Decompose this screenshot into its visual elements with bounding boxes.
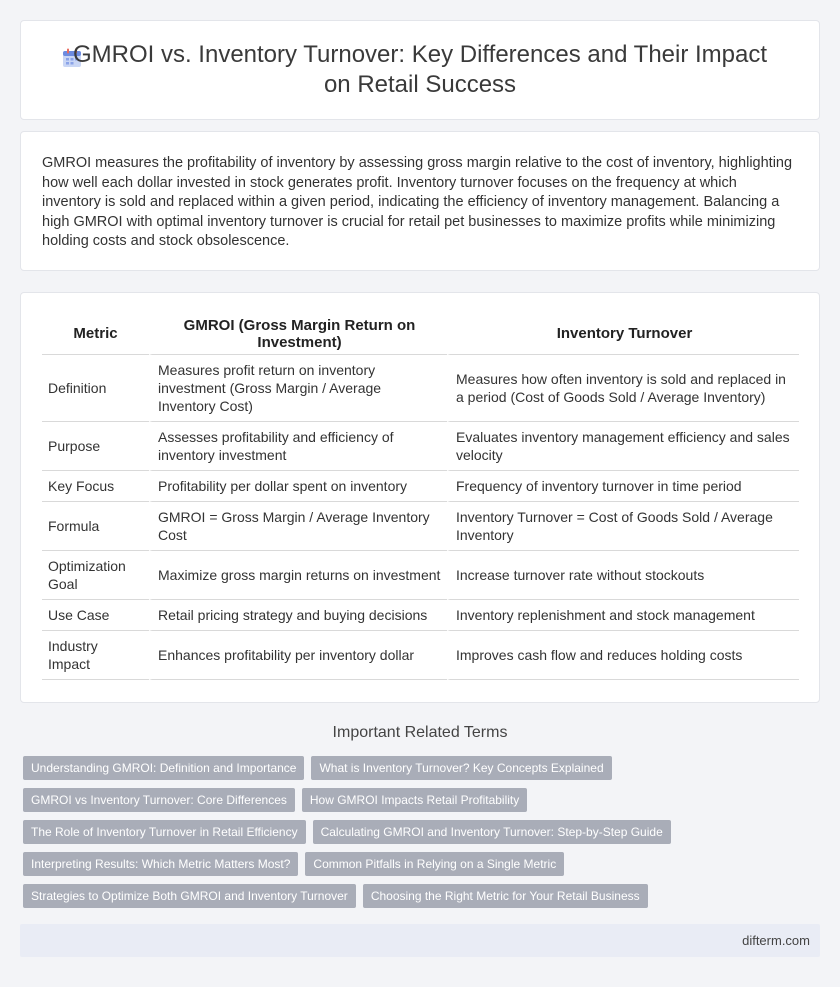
related-term-link[interactable]: Calculating GMROI and Inventory Turnover: Step-by-Step Guide	[313, 820, 671, 844]
turnover-cell: Increase turnover rate without stockouts	[447, 551, 799, 600]
gmroi-cell: GMROI = Gross Margin / Average Inventory Cost	[149, 502, 447, 551]
related-term-link[interactable]: Interpreting Results: Which Metric Matters Most?	[23, 852, 298, 876]
related-term-link[interactable]: How GMROI Impacts Retail Profitability	[302, 788, 527, 812]
gmroi-cell: Maximize gross margin returns on investment	[149, 551, 447, 600]
comparison-table	[42, 313, 799, 680]
row-label: Industry Impact	[42, 631, 149, 680]
table-row	[42, 631, 799, 680]
turnover-cell: Evaluates inventory management efficiency and sales velocity	[447, 422, 799, 471]
related-term-link[interactable]: Choosing the Right Metric for Your Retail Business	[363, 884, 648, 908]
gmroi-cell: Profitability per dollar spent on inventory	[149, 471, 447, 502]
header-metric: Metric	[42, 313, 149, 355]
related-term-link[interactable]: The Role of Inventory Turnover in Retail Efficiency	[23, 820, 306, 844]
table-row	[42, 471, 799, 502]
related-term-link[interactable]: Understanding GMROI: Definition and Importance	[23, 756, 304, 780]
turnover-cell: Inventory replenishment and stock management	[447, 600, 799, 631]
related-term-link[interactable]: Common Pitfalls in Relying on a Single Metric	[305, 852, 564, 876]
table-row	[42, 422, 799, 471]
intro-paragraph: GMROI measures the profitability of inventory by assessing gross margin relative to the cost of inventory, highlighting how well each dollar invested in stock generates profit. Inventory turnover focuses on the frequency at which inventory is sold and replaced within a given period, indicating the efficiency of inventory management. Balancing a high GMROI with optimal inventory turnover is crucial for retail pet businesses to maximize profits while minimizing holding costs and stock obsolescence.	[42, 155, 793, 249]
table-row	[42, 551, 799, 600]
row-label: Formula	[42, 502, 149, 551]
turnover-cell: Improves cash flow and reduces holding costs	[447, 631, 799, 680]
gmroi-cell: Assesses profitability and efficiency of inventory investment	[149, 422, 447, 471]
related-term-link[interactable]: What is Inventory Turnover? Key Concepts Explained	[311, 756, 611, 780]
title-card	[20, 20, 820, 120]
gmroi-cell: Measures profit return on inventory investment (Gross Margin / Average Inventory Cost)	[149, 355, 447, 422]
turnover-cell: Inventory Turnover = Cost of Goods Sold / Average Inventory	[447, 502, 799, 551]
turnover-cell: Measures how often inventory is sold and replaced in a period (Cost of Goods Sold / Average Inventory)	[447, 355, 799, 422]
row-label: Definition	[42, 355, 149, 422]
table-row	[42, 502, 799, 551]
page-title: GMROI vs. Inventory Turnover: Key Differences and Their Impact on Retail Success	[72, 41, 768, 98]
row-label: Use Case	[42, 600, 149, 631]
related-terms-heading: Important Related Terms	[332, 724, 508, 741]
row-label: Key Focus	[42, 471, 149, 502]
related-term-link[interactable]: Strategies to Optimize Both GMROI and Inventory Turnover	[23, 884, 356, 908]
footer	[20, 924, 820, 957]
table-row	[42, 355, 799, 422]
related-terms-list	[23, 756, 813, 908]
intro-card	[20, 131, 820, 271]
comparison-card	[20, 292, 820, 703]
table-row	[42, 600, 799, 631]
table-header-row	[42, 313, 799, 355]
footer-site-link[interactable]: difterm.com	[742, 933, 810, 948]
row-label: Purpose	[42, 422, 149, 471]
header-gmroi: GMROI (Gross Margin Return on Investment)	[149, 313, 447, 355]
row-label: Optimization Goal	[42, 551, 149, 600]
gmroi-cell: Retail pricing strategy and buying decisions	[149, 600, 447, 631]
header-inventory-turnover: Inventory Turnover	[447, 313, 799, 355]
turnover-cell: Frequency of inventory turnover in time period	[447, 471, 799, 502]
related-term-link[interactable]: GMROI vs Inventory Turnover: Core Differences	[23, 788, 295, 812]
gmroi-cell: Enhances profitability per inventory dollar	[149, 631, 447, 680]
